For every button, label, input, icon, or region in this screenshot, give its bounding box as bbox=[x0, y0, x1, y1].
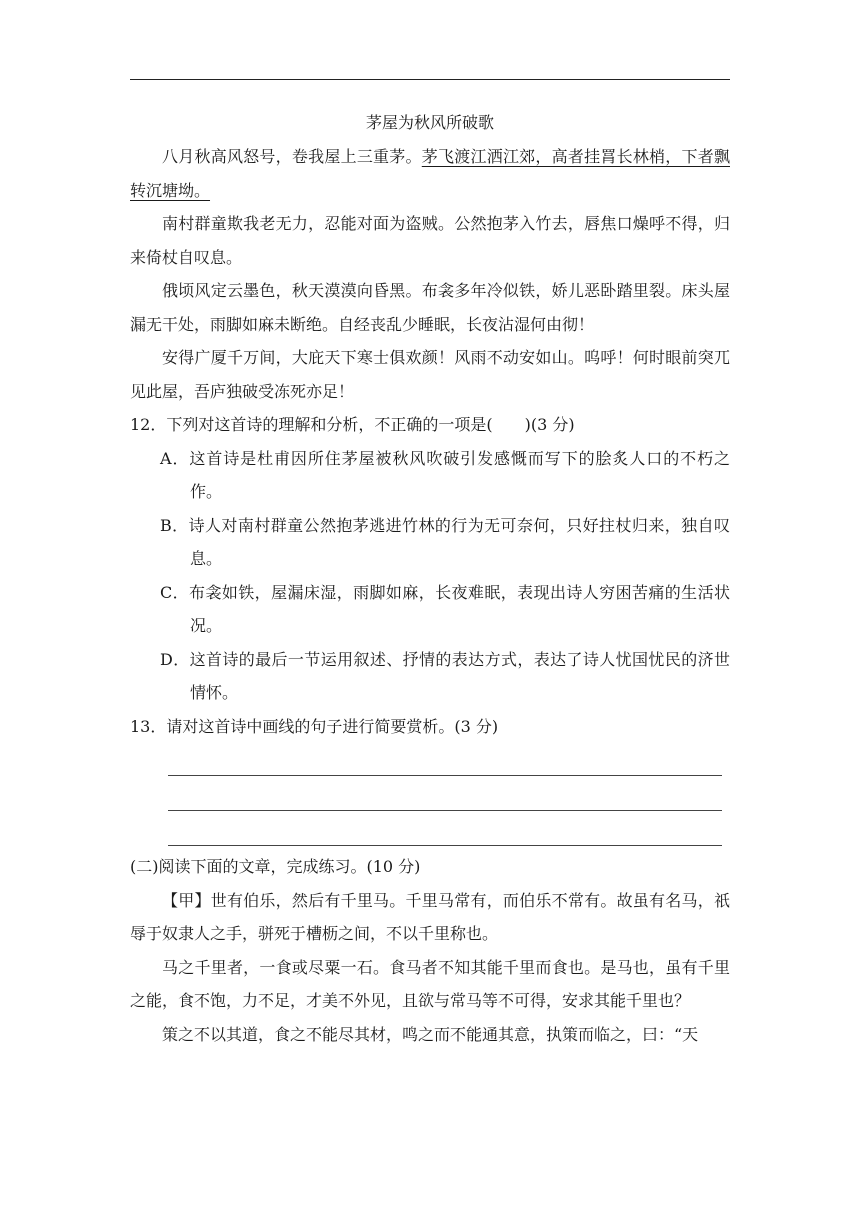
question-12-option-b: B．诗人对南村群童公然抱茅逃进竹林的行为无可奈何，只好拄杖归来，独自叹息。 bbox=[160, 515, 730, 568]
header-rule bbox=[130, 79, 730, 80]
poem-stanza-1 bbox=[130, 140, 730, 207]
poem-stanza-2: 南村群童欺我老无力，忍能对面为盗贼。公然抱茅入竹去，唇焦口燥呼不得，归来倚杖自叹息。 bbox=[130, 214, 730, 267]
question-12-stem: 12．下列对这首诗的理解和分析，不正确的一项是( )(3 分) bbox=[130, 415, 575, 434]
answer-lines bbox=[130, 745, 730, 850]
question-13-stem: 13．请对这首诗中画线的句子进行简要赏析。(3 分) bbox=[130, 716, 499, 736]
passage-paragraph-2: 马之千里者，一食或尽粟一石。食马者不知其能千里而食也。是马也，虽有千里之能，食不饱，力不足，才美不外见，且欲与常马等不可得，安求其能千里也？ bbox=[130, 957, 730, 1010]
stanza-1-underlined: 茅飞渡江洒江郊，高者挂罥长林梢，下者飘转沉塘坳。 bbox=[130, 147, 730, 200]
poem-stanza-4: 安得广厦千万间，大庇天下寒士俱欢颜！风雨不动安如山。呜呼！何时眼前突兀见此屋，吾庐独破受冻死亦足！ bbox=[130, 348, 730, 401]
poem-title: 茅屋为秋风所破歌 bbox=[365, 113, 494, 132]
passage-paragraph-1: 【甲】世有伯乐，然后有千里马。千里马常有，而伯乐不常有。故虽有名马，祇辱于奴隶人之手，骈死于槽枥之间，不以千里称也。 bbox=[130, 890, 730, 943]
exam-page bbox=[130, 0, 730, 1216]
stanza-1-plain: 八月秋高风怒号，卷我屋上三重茅。 bbox=[162, 147, 422, 166]
question-12-option-d: D．这首诗的最后一节运用叙述、抒情的表达方式，表达了诗人忧国忧民的济世情怀。 bbox=[160, 649, 730, 702]
answer-line[interactable] bbox=[130, 745, 730, 780]
answer-line[interactable] bbox=[130, 815, 730, 850]
page-content bbox=[130, 106, 730, 1051]
question-12-option-c: C．布衾如铁，屋漏床湿，雨脚如麻，长夜难眠，表现出诗人穷困苦痛的生活状况。 bbox=[160, 582, 730, 635]
section-2-heading: (二)阅读下面的文章，完成练习。(10 分) bbox=[130, 857, 421, 876]
passage-paragraph-3: 策之不以其道，食之不能尽其材，鸣之而不能通其意，执策而临之，曰：“天 bbox=[162, 1024, 699, 1044]
poem-stanza-3: 俄顷风定云墨色，秋天漠漠向昏黑。布衾多年冷似铁，娇儿恶卧踏里裂。床头屋漏无干处，雨脚如麻未断绝。自经丧乱少睡眠，长夜沾湿何由彻！ bbox=[130, 281, 730, 334]
answer-line[interactable] bbox=[130, 780, 730, 815]
question-12-option-a: A．这首诗是杜甫因所住茅屋被秋风吹破引发感慨而写下的脍炙人口的不朽之作。 bbox=[160, 448, 730, 501]
